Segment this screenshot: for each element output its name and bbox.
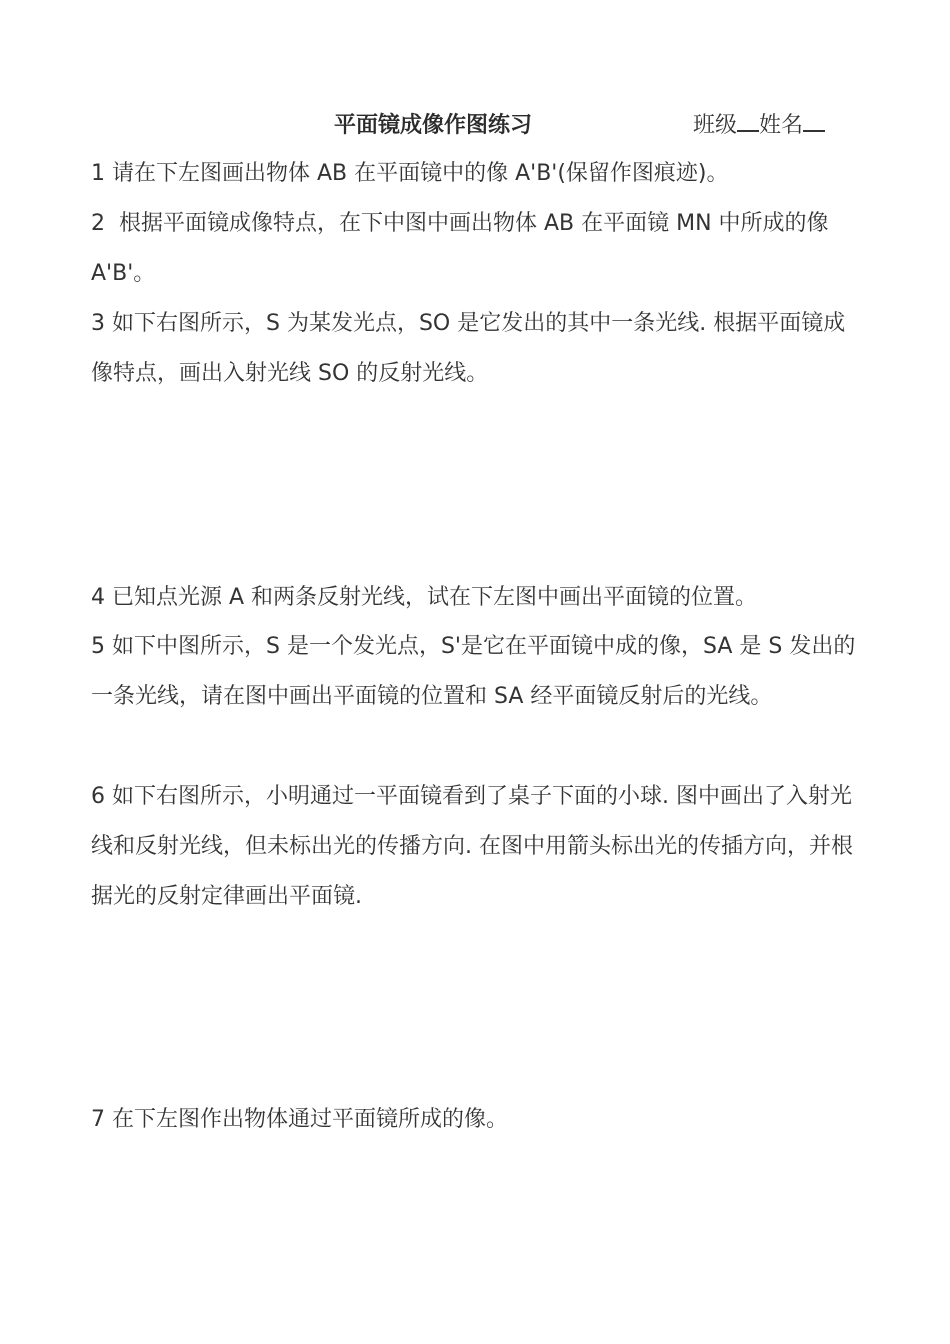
question-5: 5 如下中图所示，S 是一个发光点，S'是它在平面镜中成的像，SA 是 S 发出的一条光线，请在图中画出平面镜的位置和 SA 经平面镜反射后的光线。 [91, 634, 856, 709]
question-6: 6 如下右图所示，小明通过一平面镜看到了桌子下面的小球. 图中画出了入射光线和反射光线，但未标出光的传播方向. 在图中用箭头标出光的传插方向，并根据光的反射定律画出平面镜. [91, 784, 853, 909]
question-7: 7 在下左图作出物体通过平面镜所成的像。 [91, 1107, 508, 1132]
class-blank[interactable] [737, 108, 759, 132]
header [0, 108, 950, 144]
page-title: 平面镜成像作图练习 [334, 113, 533, 138]
class-label: 班级 [693, 113, 738, 138]
question-2: 2 根据平面镜成像特点，在下中图中画出物体 AB 在平面镜 MN 中所成的像 A'B'。 [91, 211, 836, 286]
name-label: 姓名 [759, 113, 804, 138]
question-1: 1 请在下左图画出物体 AB 在平面镜中的像 A'B'(保留作图痕迹)。 [91, 161, 729, 186]
question-4: 4 已知点光源 A 和两条反射光线，试在下左图中画出平面镜的位置。 [91, 585, 758, 610]
name-blank[interactable] [803, 108, 825, 132]
student-info [693, 108, 825, 144]
question-3: 3 如下右图所示，S 为某发光点，SO 是它发出的其中一条光线. 根据平面镜成像特点，画出入射光线 SO 的反射光线。 [91, 311, 846, 386]
